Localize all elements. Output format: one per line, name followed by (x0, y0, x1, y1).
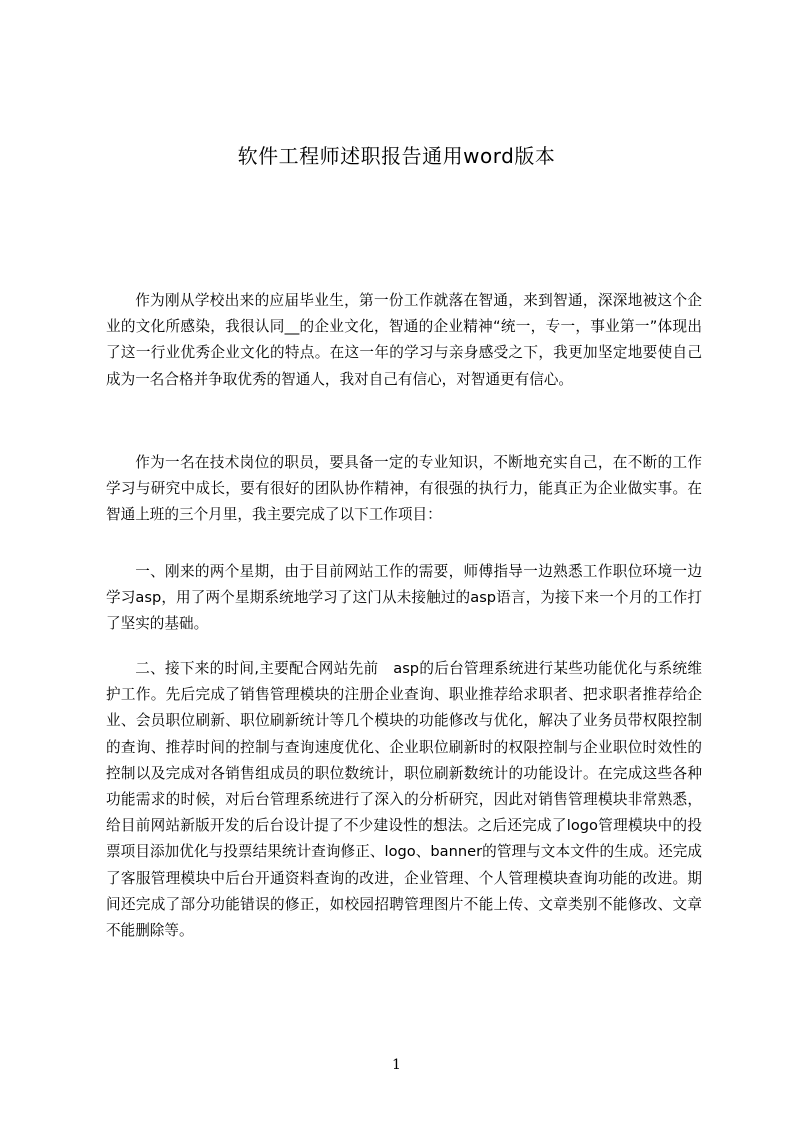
paragraph-item-two: 二、接下来的时间,主要配合网站先前 asp的后台管理系统进行某些功能优化与系统维护工作。先后完成了销售管理模块的注册企业查询、职业推荐给求职者、把求职者推荐给企业、会员职位刷新、职位刷新统计等几个模块的功能修改与优化，解决了业务员带权限控制的查询、推荐时间的控制与查询速度优化、企业职位刷新时的权限控制与企业职位时效性的控制以及完成对各销售组成员的职位数统计，职位刷新数统计的功能设计。在完成这些各种功能需求的时候，对后台管理系统进行了深入的分析研究，因此对销售管理模块非常熟悉，给目前网站新版开发的后台设计提了不少建设性的想法。之后还完成了logo管理模块中的投票项目添加优化与投票结果统计查询修正、logo、banner的管理与文本文件的生成。还完成了客服管理模块中后台开通资料查询的改进，企业管理、个人管理模块查询功能的改进。期间还完成了部分功能错误的修正，如校园招聘管理图片不能上传、文章类别不能修改、文章不能删除等。 (106, 660, 702, 940)
page-number: 1 (392, 1057, 401, 1073)
paragraph-item-one: 一、刚来的两个星期，由于目前网站工作的需要，师傅指导一边熟悉工作职位环境一边学习asp，用了两个星期系统地学习了这门从未接触过的asp语言，为接下来一个月的工作打了坚实的基础。 (106, 563, 702, 633)
document-title: 软件工程师述职报告通用word版本 (237, 144, 556, 168)
paragraph-role: 作为一名在技术岗位的职员，要具备一定的专业知识，不断地充实自己，在不断的工作学习与研究中成长，要有很好的团队协作精神，有很强的执行力，能真正为企业做实事。在智通上班的三个月里，我主要完成了以下工作项目： (106, 454, 702, 524)
paragraph-intro: 作为刚从学校出来的应届毕业生，第一份工作就落在智通，来到智通，深深地被这个企业的文化所感染，我很认同__的企业文化，智通的企业精神“统一，专一，事业第一”体现出了这一行业优秀企业文化的特点。在这一年的学习与亲身感受之下，我更加坚定地要使自己成为一名合格并争取优秀的智通人，我对自己有信心，对智通更有信心。 (106, 292, 702, 388)
